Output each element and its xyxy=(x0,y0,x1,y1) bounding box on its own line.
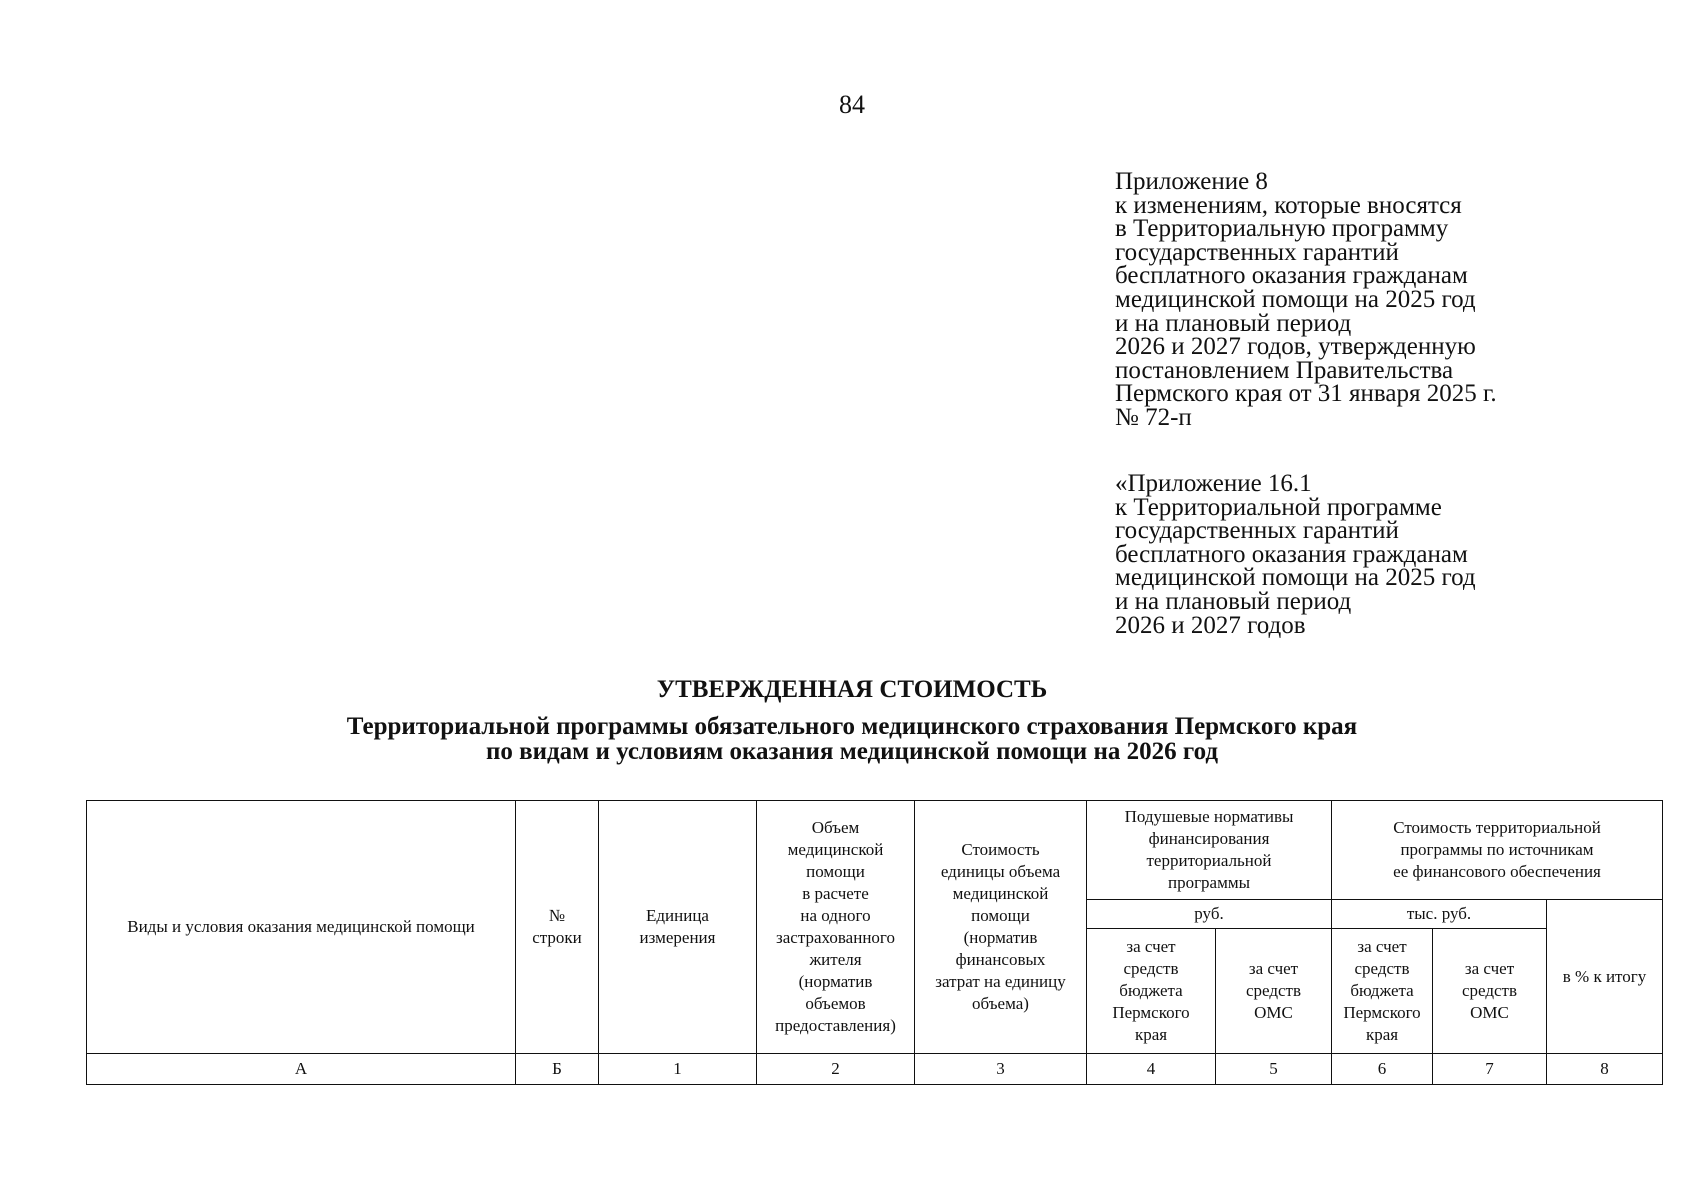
header-budget-thousand: за счет средств бюджета Пермского края xyxy=(1332,929,1433,1054)
appendix-line: к изменениям, которые вносятся xyxy=(1115,191,1462,219)
column-index-cell: 5 xyxy=(1216,1054,1332,1085)
header-percent-total: в % к итогу xyxy=(1547,900,1663,1054)
header-program-cost: Стоимость территориальной программы по источникам ее финансового обеспечения xyxy=(1332,801,1663,900)
column-index-cell: А xyxy=(87,1054,516,1085)
appendix-line: медицинской помощи на 2025 год xyxy=(1115,285,1476,313)
header-volume: Объем медицинской помощи в расчете на одного застрахованного жителя (норматив объемов предоставления) xyxy=(757,801,915,1054)
header-budget-rub: за счет средств бюджета Пермского края xyxy=(1087,929,1216,1054)
header-row-number: № строки xyxy=(516,801,599,1054)
column-index-cell: 2 xyxy=(757,1054,915,1085)
appendix-line: медицинской помощи на 2025 год xyxy=(1115,564,1476,592)
appendix-line: к Территориальной программе xyxy=(1115,493,1442,521)
header-per-capita: Подушевые нормативы финансирования территориальной программы xyxy=(1087,801,1332,900)
subtitle-line-1: Территориальной программы обязательного медицинского страхования Пермского края xyxy=(346,713,1358,740)
appendix-line: и на плановый период xyxy=(1115,309,1352,337)
header-kind: Виды и условия оказания медицинской помощи xyxy=(87,801,516,1054)
appendix-line: в Территориальную программу xyxy=(1115,215,1449,243)
column-index-cell: 4 xyxy=(1087,1054,1216,1085)
column-index-cell: 1 xyxy=(599,1054,757,1085)
appendix-line: государственных гарантий xyxy=(1115,238,1399,266)
column-index-cell: Б xyxy=(516,1054,599,1085)
appendix-line: бесплатного оказания гражданам xyxy=(1115,262,1468,290)
appendix-line: Приложение 8 xyxy=(1115,168,1268,195)
header-thousand-rub: тыс. руб. xyxy=(1332,900,1547,929)
subtitle-line-2: по видам и условиям оказания медицинской помощи на 2026 год xyxy=(485,738,1219,765)
appendix-line: и на плановый период xyxy=(1115,587,1352,615)
header-oms-thousand: за счет средств ОМС xyxy=(1433,929,1547,1054)
header-unit: Единица измерения xyxy=(599,801,757,1054)
header-unit-cost: Стоимость единицы объема медицинской помощи (норматив финансовых затрат на единицу объема) xyxy=(915,801,1087,1054)
column-index-cell: 8 xyxy=(1547,1054,1663,1085)
cost-table xyxy=(86,800,1663,1085)
appendix-line: 2026 и 2027 годов xyxy=(1115,611,1306,639)
appendix-line: государственных гарантий xyxy=(1115,517,1399,545)
header-rub: руб. xyxy=(1087,900,1332,929)
column-index-cell: 3 xyxy=(915,1054,1087,1085)
header-oms-rub: за счет средств ОМС xyxy=(1216,929,1332,1054)
appendix-16-1-note xyxy=(1115,472,1635,637)
appendix-line: бесплатного оказания гражданам xyxy=(1115,540,1468,568)
column-index-row xyxy=(87,1054,1663,1085)
appendix-line: постановлением Правительства xyxy=(1115,356,1454,384)
appendix-line: Пермского края от 31 января 2025 г. xyxy=(1115,380,1497,408)
appendix-line: «Приложение 16.1 xyxy=(1115,470,1312,497)
appendix-8-note xyxy=(1115,170,1635,430)
column-index-cell: 7 xyxy=(1433,1054,1547,1085)
document-title: УТВЕРЖДЕННАЯ СТОИМОСТЬ xyxy=(656,676,1048,703)
document-subtitle xyxy=(0,714,1704,764)
column-index-cell: 6 xyxy=(1332,1054,1433,1085)
appendix-line: № 72-п xyxy=(1115,403,1192,431)
page-number: 84 xyxy=(839,90,865,119)
appendix-line: 2026 и 2027 годов, утвержденную xyxy=(1115,333,1476,361)
